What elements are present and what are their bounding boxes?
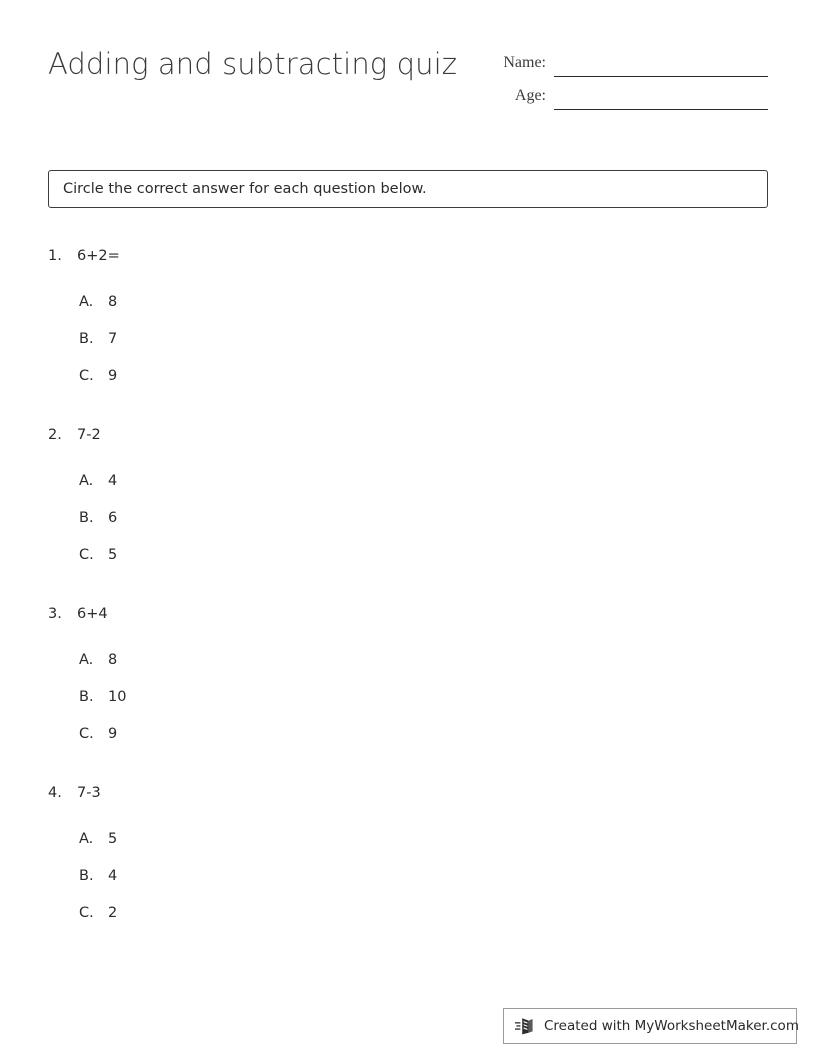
answer-option[interactable] (79, 473, 768, 510)
option-value: 6 (108, 510, 118, 526)
option-letter: B. (79, 868, 94, 884)
option-letter: B. (79, 331, 94, 347)
answer-option[interactable] (79, 547, 768, 584)
answer-option-list (48, 294, 768, 405)
option-letter: A. (79, 473, 94, 489)
worksheet-header (48, 44, 768, 134)
answer-option-list (48, 831, 768, 942)
age-field-row (478, 85, 768, 118)
answer-option[interactable] (79, 831, 768, 868)
credit-badge-text: Created with MyWorksheetMaker.com (544, 1018, 799, 1034)
name-field-label: Name: (503, 54, 546, 71)
option-value: 5 (108, 831, 118, 847)
question-prompt: 6+2= (77, 248, 120, 264)
option-letter: B. (79, 689, 94, 705)
age-field-label: Age: (514, 87, 546, 104)
option-letter: C. (79, 547, 94, 563)
question-number: 3. (48, 606, 62, 622)
name-field-row (478, 52, 768, 85)
question-number: 2. (48, 427, 62, 443)
question-item (48, 427, 768, 584)
option-value: 4 (108, 473, 118, 489)
answer-option[interactable] (79, 368, 768, 405)
question-heading (48, 427, 768, 457)
question-heading (48, 248, 768, 278)
option-value: 4 (108, 868, 118, 884)
option-letter: C. (79, 368, 94, 384)
question-item (48, 248, 768, 405)
answer-option-list (48, 652, 768, 763)
answer-option[interactable] (79, 652, 768, 689)
answer-option[interactable] (79, 689, 768, 726)
question-prompt: 7-3 (77, 785, 101, 801)
option-letter: C. (79, 905, 94, 921)
instruction-box (48, 170, 768, 208)
option-value: 8 (108, 652, 118, 668)
answer-option[interactable] (79, 868, 768, 905)
answer-option[interactable] (79, 726, 768, 763)
option-letter: A. (79, 831, 94, 847)
question-item (48, 606, 768, 763)
answer-option[interactable] (79, 294, 768, 331)
option-value: 5 (108, 547, 118, 563)
answer-option[interactable] (79, 331, 768, 368)
worksheet-credit-badge[interactable] (503, 1008, 797, 1044)
name-field-input-line[interactable] (554, 76, 768, 77)
answer-option[interactable] (79, 905, 768, 942)
option-value: 8 (108, 294, 118, 310)
option-letter: A. (79, 652, 94, 668)
option-letter: B. (79, 510, 94, 526)
question-prompt: 6+4 (77, 606, 108, 622)
option-letter: C. (79, 726, 94, 742)
option-value: 10 (108, 689, 127, 705)
question-heading (48, 785, 768, 815)
page-title: Adding and subtracting quiz (48, 47, 458, 81)
myworksheetmaker-logo-icon (514, 1015, 536, 1037)
option-value: 9 (108, 368, 118, 384)
question-heading (48, 606, 768, 636)
answer-option-list (48, 473, 768, 584)
question-number: 1. (48, 248, 62, 264)
option-value: 7 (108, 331, 118, 347)
question-number: 4. (48, 785, 62, 801)
option-letter: A. (79, 294, 94, 310)
option-value: 9 (108, 726, 118, 742)
age-field-input-line[interactable] (554, 109, 768, 110)
student-info-block (478, 52, 768, 118)
answer-option[interactable] (79, 510, 768, 547)
option-value: 2 (108, 905, 118, 921)
question-item (48, 785, 768, 942)
question-list (48, 248, 768, 964)
instruction-text: Circle the correct answer for each question below. (63, 181, 427, 197)
question-prompt: 7-2 (77, 427, 101, 443)
